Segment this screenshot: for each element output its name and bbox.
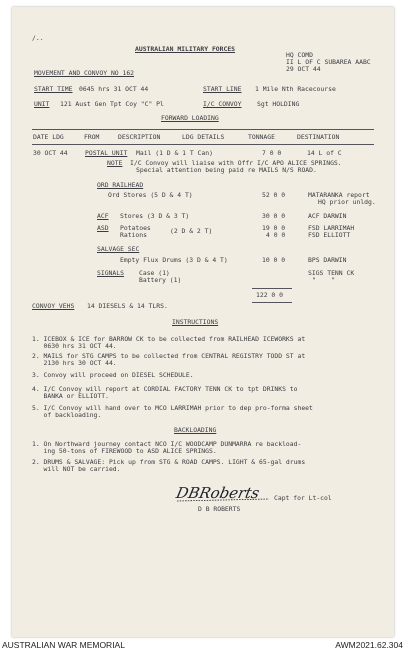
instruction-2-line1: 2. MAILS for STG CAMPS to be collected from CENTRAL REGISTRY TODD ST at (32, 352, 306, 360)
instruction-1-line1: 1. ICEBOX & ICE for BARROW CK to be collected from RAILHEAD ICEWORKS at (32, 335, 306, 343)
ord-tonnage: 52 0 0 (262, 191, 286, 199)
convoy-vehs-value: 14 DIESELS & 14 TLRS. (87, 302, 168, 310)
backloading-title: BACKLOADING (174, 426, 217, 434)
col-description: DESCRIPTION (118, 133, 161, 141)
document-title: AUSTRALIAN MILITARY FORCES (135, 45, 236, 53)
asd-destination-2: FSD ELLIOTT (308, 231, 351, 239)
note-line1: I/C Convoy will liaise with Offr I/C APO ALICE SPRINGS. (130, 159, 342, 167)
convoy-value: Sgt HOLDING (257, 100, 300, 108)
document-sheet (12, 7, 394, 637)
handwritten-signature (175, 481, 273, 505)
asd-description-2: Rations (120, 231, 147, 239)
instructions-title: INSTRUCTIONS (172, 318, 219, 326)
backloading-2-line1: 2. DRUMS & SALVAGE: Pick up from STG & ROAD CAMPS. LIGHT & 65-gal drums (32, 458, 306, 466)
signals-description-2: Battery (1) (139, 276, 182, 284)
note-label: NOTE (107, 159, 123, 167)
instruction-3: 3. Convoy will proceed on DIESEL SCHEDULE. (32, 371, 194, 379)
instruction-2-line2: 2130 hrs 30 OCT 44. (32, 359, 117, 367)
start-time-label: START TIME (34, 85, 73, 93)
asd-loading-details: (2 D & 2 T) (170, 227, 213, 235)
instruction-4-line1: 4. I/C Convoy will report at CORDIAL FACTORY TENN CK to tpt DRINKS to (32, 385, 298, 393)
hq-line2: II L OF C SUBAREA AABC (286, 58, 371, 66)
col-from: FROM (84, 133, 100, 141)
postal-description: Mail (1 D & 1 T Can) (136, 149, 213, 157)
asd-tonnage-1: 19 0 0 (262, 224, 286, 232)
signature-text: DBRoberts (175, 484, 262, 502)
acf-description: Stores (3 D & 3 T) (120, 212, 190, 220)
signatory-rank: Capt for Lt-col (274, 494, 332, 502)
start-line-label: START LINE (203, 85, 242, 93)
convoy-label: I/C CONVOY (203, 100, 242, 108)
footer-right: AWM2021.62.304 (335, 640, 403, 650)
asd-label: ASD (97, 224, 109, 232)
total-rule (252, 288, 292, 289)
instruction-1-line2: 0630 hrs 31 OCT 44. (32, 342, 117, 350)
hq-date: 29 OCT 44 (286, 65, 321, 73)
hq-line1: HQ COMD (286, 51, 313, 59)
asd-destination-1: FSD LARRIMAH (308, 224, 355, 232)
unit-label: UNIT (34, 100, 50, 108)
instruction-4-line2: BANKA or ELLIOTT. (32, 392, 109, 400)
backloading-2-line2: will NOT be carried. (32, 465, 121, 473)
start-line-value: 1 Mile Nth Racecourse (255, 85, 336, 93)
table-header-rule (32, 144, 374, 145)
backloading-1-line1: 1. On Northward journey contact NCO I/C WOODCAMP DUNMARRA re backload- (32, 440, 302, 448)
postal-destination: 14 L of C (307, 149, 342, 157)
col-destination: DESTINATION (297, 133, 340, 141)
movement-title: MOVEMENT AND CONVOY NO 162 (34, 69, 135, 77)
asd-description-1: Potatoes (120, 224, 151, 232)
table-top-rule (32, 129, 374, 130)
col-date: DATE LDG (33, 133, 64, 141)
acf-label: ACF (97, 212, 109, 220)
total-tonnage: 122 0 0 (256, 291, 283, 299)
forward-loading-title: FORWARD LOADING (161, 114, 219, 122)
instruction-5-line2: of backloading. (32, 411, 102, 419)
total-double-rule (252, 302, 292, 303)
ord-railhead-label: ORD RAILHEAD (97, 181, 144, 189)
col-tonnage: TONNAGE (248, 133, 275, 141)
salvage-tonnage: 10 0 0 (262, 256, 286, 264)
instruction-5-line1: 5. I/C Convoy will hand over to MCO LARRIMAH prior to dep pro-forma sheet (32, 404, 313, 412)
signatory-name: D B ROBERTS (198, 505, 241, 513)
signals-destination-2: " " (312, 276, 336, 284)
salvage-description: Empty Flux Drums (3 D & 4 T) (120, 256, 228, 264)
row-date: 30 OCT 44 (33, 149, 68, 157)
acf-destination: ACF DARWIN (308, 212, 347, 220)
asd-tonnage-2: 4 0 0 (266, 231, 286, 239)
signals-destination-1: SIGS TENN CK (308, 269, 355, 277)
postal-unit-label: POSTAL UNIT (85, 149, 128, 157)
signals-label: SIGNALS (97, 269, 124, 277)
convoy-vehs-label: CONVOY VEHS (32, 302, 75, 310)
ord-destination-2: HQ prior unldg. (318, 198, 376, 206)
ord-description: Ord Stores (5 D & 4 T) (108, 191, 193, 199)
signals-description-1: Case (1) (139, 269, 170, 277)
corner-mark: /.. (32, 34, 44, 42)
ord-destination-1: MATARANKA report (308, 191, 370, 199)
salvage-destination: BPS DARWIN (308, 256, 347, 264)
note-line2: Special attention being paid re MAILS N/S ROAD. (136, 166, 317, 174)
start-time-value: 0645 hrs 31 OCT 44 (79, 85, 149, 93)
backloading-1-line2: ing 50-tons of FIREWOOD to ASD ALICE SPRINGS. (32, 447, 217, 455)
salvage-label: SALVAGE SEC (97, 245, 140, 253)
footer-left: AUSTRALIAN WAR MEMORIAL (2, 640, 125, 650)
col-ldg-details: LDG DETAILS (182, 133, 225, 141)
postal-tonnage: 7 0 0 (262, 149, 282, 157)
unit-value: 121 Aust Gen Tpt Coy "C" Pl (60, 100, 164, 108)
acf-tonnage: 30 0 0 (262, 212, 286, 220)
